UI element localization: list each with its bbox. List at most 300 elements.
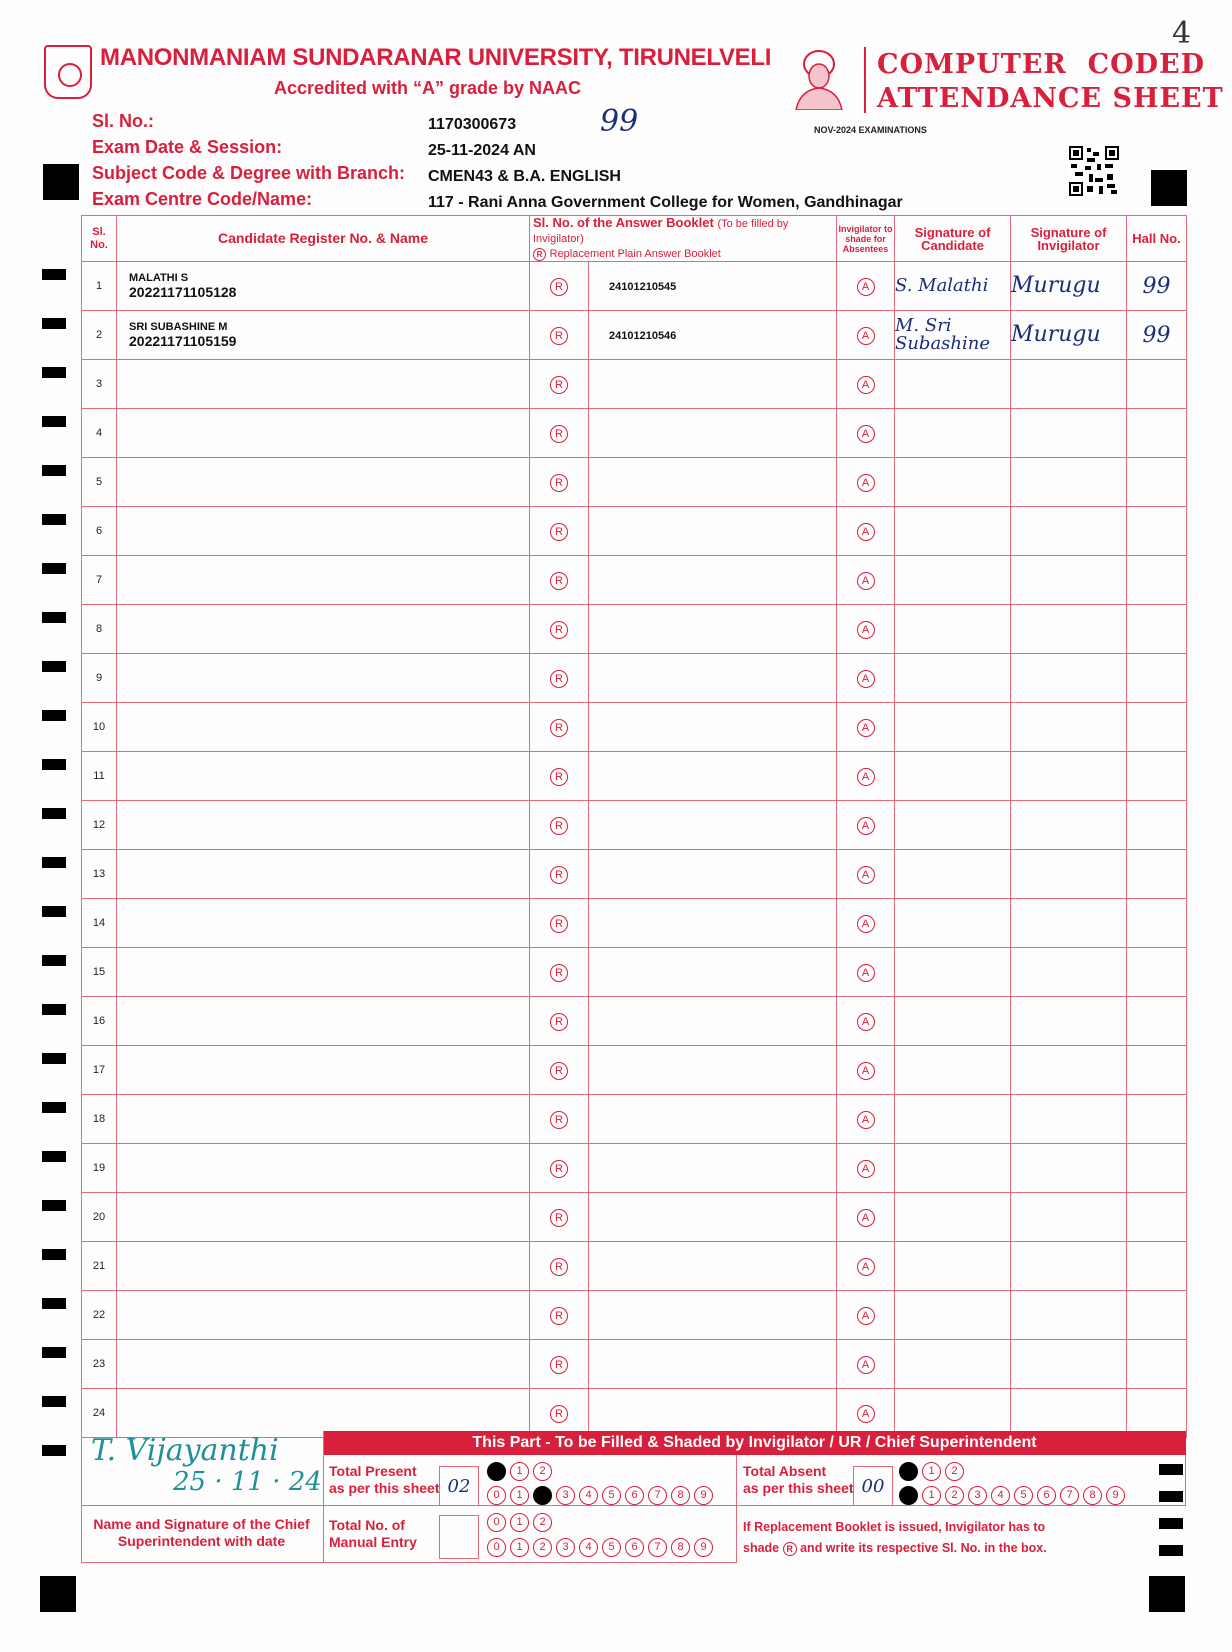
absentee-bubble-cell[interactable] — [837, 556, 895, 605]
booklet-cell[interactable] — [589, 1144, 837, 1193]
table-row — [82, 458, 1187, 507]
total-present-units-digit-bubble[interactable]: 9 — [694, 1486, 713, 1505]
manual-entry-box[interactable] — [439, 1515, 479, 1559]
candidate-cell — [117, 899, 530, 948]
absentee-bubble[interactable]: A — [857, 768, 875, 786]
timing-mark — [42, 269, 66, 280]
manual-entry-units-digit-bubble[interactable]: 2 — [533, 1538, 552, 1557]
replacement-bubble[interactable]: R — [550, 1013, 568, 1031]
absentee-bubble-cell[interactable] — [837, 850, 895, 899]
candidate-signature — [895, 948, 1011, 997]
booklet-cell[interactable] — [589, 556, 837, 605]
total-present-box[interactable]: 02 — [439, 1466, 479, 1506]
absentee-bubble[interactable]: A — [857, 523, 875, 541]
total-present-units-digit-bubble[interactable]: 0 — [487, 1486, 506, 1505]
candidate-signature — [895, 1046, 1011, 1095]
university-name: MANONMANIAM SUNDARANAR UNIVERSITY, TIRUNELVELI — [100, 44, 772, 71]
booklet-cell[interactable] — [589, 409, 837, 458]
booklet-cell[interactable] — [589, 360, 837, 409]
booklet-cell[interactable] — [589, 801, 837, 850]
replacement-bubble-cell[interactable] — [530, 899, 589, 948]
total-absent-box[interactable]: 00 — [853, 1466, 893, 1506]
replacement-bubble-cell[interactable] — [530, 948, 589, 997]
absentee-bubble-cell[interactable] — [837, 1095, 895, 1144]
absentee-bubble-cell[interactable] — [837, 262, 895, 311]
candidate-cell — [117, 311, 530, 360]
replacement-note-shade: shade — [743, 1541, 780, 1555]
candidate-name: MALATHI S — [129, 272, 189, 284]
replacement-bubble-cell[interactable] — [530, 654, 589, 703]
total-absent-units-digit-bubble[interactable]: 4 — [991, 1486, 1010, 1505]
sl-no-label: Sl. No.: — [92, 111, 154, 131]
timing-mark — [42, 710, 66, 721]
absentee-bubble[interactable]: A — [857, 1160, 875, 1178]
total-present-units-digit-bubble[interactable]: 4 — [579, 1486, 598, 1505]
header-r-bubble: R — [533, 248, 546, 261]
absentee-bubble-cell[interactable] — [837, 605, 895, 654]
table-row — [82, 997, 1187, 1046]
total-present-units-digit-bubble[interactable]: 7 — [648, 1486, 667, 1505]
manual-entry-units-digit-bubble[interactable]: 4 — [579, 1538, 598, 1557]
table-row — [82, 1095, 1187, 1144]
replacement-bubble[interactable]: R — [550, 1111, 568, 1129]
hall-number — [1127, 1046, 1187, 1095]
absentee-bubble-cell[interactable] — [837, 458, 895, 507]
total-present-units-digit-bubble[interactable]: 5 — [602, 1486, 621, 1505]
absentee-bubble-cell[interactable] — [837, 409, 895, 458]
exam-date-value: 25-11-2024 AN — [428, 142, 536, 159]
total-absent-label-line2: as per this sheet — [743, 1480, 854, 1496]
timing-mark — [42, 465, 66, 476]
candidate-cell — [117, 1291, 530, 1340]
booklet-cell[interactable] — [589, 605, 837, 654]
candidate-signature — [895, 899, 1011, 948]
total-absent-tens-digit-bubble[interactable]: 0 — [899, 1462, 918, 1481]
absentee-bubble[interactable]: A — [857, 376, 875, 394]
absentee-bubble-cell[interactable] — [837, 1193, 895, 1242]
total-present-label-line1: Total Present — [329, 1463, 417, 1479]
timing-mark — [42, 1347, 66, 1358]
hall-number — [1127, 850, 1187, 899]
invigilator-signature — [1011, 1046, 1127, 1095]
replacement-bubble-cell[interactable] — [530, 409, 589, 458]
candidate-name: SRI SUBASHINE M — [129, 321, 228, 333]
total-absent-tens-digit-bubble[interactable]: 1 — [922, 1462, 941, 1481]
absentee-bubble-cell[interactable] — [837, 948, 895, 997]
booklet-cell[interactable] — [589, 654, 837, 703]
total-present-units-digit-bubble[interactable]: 1 — [510, 1486, 529, 1505]
hall-number: 99 — [1127, 262, 1187, 311]
total-absent-units-digit-bubble[interactable]: 3 — [968, 1486, 987, 1505]
absentee-bubble-cell[interactable] — [837, 311, 895, 360]
replacement-bubble[interactable]: R — [550, 474, 568, 492]
total-present-units-digit-bubble[interactable]: 3 — [556, 1486, 575, 1505]
absentee-bubble-cell[interactable] — [837, 899, 895, 948]
hall-number — [1127, 556, 1187, 605]
absentee-bubble[interactable]: A — [857, 817, 875, 835]
total-present-tens-digit-bubble[interactable]: 1 — [510, 1462, 529, 1481]
row-sl-no: 3 — [82, 360, 117, 409]
booklet-number: 24101210546 — [609, 330, 677, 342]
hall-number — [1127, 752, 1187, 801]
absentee-bubble[interactable]: A — [857, 474, 875, 492]
replacement-bubble[interactable]: R — [550, 817, 568, 835]
hall-number — [1127, 605, 1187, 654]
absentee-bubble[interactable]: A — [857, 670, 875, 688]
header-invigilator-shade: Invigilator to shade for Absentees — [837, 216, 895, 262]
total-absent-units-digit-bubble[interactable]: 1 — [922, 1486, 941, 1505]
row-sl-no: 7 — [82, 556, 117, 605]
absentee-bubble-cell[interactable] — [837, 752, 895, 801]
table-row — [82, 556, 1187, 605]
row-sl-no: 12 — [82, 801, 117, 850]
manual-entry-units-bubbles — [487, 1538, 713, 1557]
booklet-cell[interactable] — [589, 752, 837, 801]
exam-date-label: Exam Date & Session: — [92, 137, 283, 157]
manual-entry-label — [329, 1517, 417, 1551]
absentee-bubble[interactable]: A — [857, 915, 875, 933]
timing-mark — [42, 1004, 66, 1015]
booklet-cell[interactable] — [589, 458, 837, 507]
row-sl-no: 18 — [82, 1095, 117, 1144]
invigilator-signature — [1011, 360, 1127, 409]
replacement-bubble[interactable]: R — [550, 1307, 568, 1325]
header-sig-candidate: Signature of Candidate — [895, 216, 1011, 262]
manual-entry-units-digit-bubble[interactable]: 5 — [602, 1538, 621, 1557]
replacement-bubble[interactable]: R — [550, 425, 568, 443]
replacement-bubble-cell[interactable] — [530, 556, 589, 605]
row-sl-no: 8 — [82, 605, 117, 654]
candidate-signature — [895, 1144, 1011, 1193]
booklet-cell[interactable] — [589, 899, 837, 948]
replacement-bubble-cell[interactable] — [530, 1046, 589, 1095]
candidate-cell — [117, 801, 530, 850]
manual-entry-units-digit-bubble[interactable]: 6 — [625, 1538, 644, 1557]
total-absent-units-digit-bubble[interactable]: 5 — [1014, 1486, 1033, 1505]
sl-no-value: 1170300673 — [428, 116, 517, 133]
replacement-bubble[interactable]: R — [550, 915, 568, 933]
candidate-signature — [895, 556, 1011, 605]
chief-superintendent-label: Name and Signature of the Chief Superintendent with date — [93, 1516, 310, 1549]
replacement-bubble[interactable]: R — [550, 1258, 568, 1276]
exam-centre-value: 117 - Rani Anna Government College for Women, Gandhinagar — [428, 194, 903, 211]
table-row — [82, 801, 1187, 850]
timing-mark — [42, 514, 66, 525]
replacement-bubble-cell[interactable] — [530, 1242, 589, 1291]
absentee-bubble-cell[interactable] — [837, 997, 895, 1046]
total-present-tens-digit-bubble[interactable]: 0 — [487, 1462, 506, 1481]
total-present-label-line2: as per this sheet — [329, 1480, 440, 1496]
total-absent-units-digit-bubble[interactable]: 8 — [1083, 1486, 1102, 1505]
replacement-bubble-cell[interactable] — [530, 605, 589, 654]
replacement-bubble-cell[interactable] — [530, 997, 589, 1046]
sheet-title-line2: ATTENDANCE SHEET — [877, 83, 1224, 114]
total-present-tens-bubbles — [487, 1462, 552, 1481]
hall-number — [1127, 703, 1187, 752]
manual-entry-label-line1: Total No. of — [329, 1517, 405, 1533]
qr-code — [1069, 146, 1119, 196]
timing-mark — [42, 906, 66, 917]
handwritten-hall-number: 99 — [600, 104, 639, 139]
examinations-label: NOV-2024 EXAMINATIONS — [814, 125, 927, 135]
absentee-bubble[interactable]: A — [857, 1405, 875, 1423]
candidate-signature — [895, 409, 1011, 458]
replacement-bubble[interactable]: R — [550, 866, 568, 884]
replacement-bubble[interactable]: R — [550, 719, 568, 737]
replacement-bubble[interactable]: R — [550, 327, 568, 345]
row-sl-no: 14 — [82, 899, 117, 948]
booklet-cell[interactable] — [589, 850, 837, 899]
replacement-bubble-cell[interactable] — [530, 458, 589, 507]
absentee-bubble-cell[interactable] — [837, 703, 895, 752]
timing-mark — [42, 1102, 66, 1113]
replacement-bubble[interactable]: R — [550, 1209, 568, 1227]
absentee-bubble[interactable]: A — [857, 1307, 875, 1325]
absentee-bubble-cell[interactable] — [837, 507, 895, 556]
table-row — [82, 262, 1187, 311]
timing-mark — [42, 1298, 66, 1309]
absentee-bubble[interactable]: A — [857, 866, 875, 884]
hall-number — [1127, 507, 1187, 556]
total-present-units-digit-bubble[interactable]: 2 — [533, 1486, 552, 1505]
timing-mark — [42, 955, 66, 966]
row-sl-no: 1 — [82, 262, 117, 311]
table-row — [82, 360, 1187, 409]
candidate-signature — [895, 1291, 1011, 1340]
total-absent-label-line1: Total Absent — [743, 1463, 827, 1479]
replacement-bubble-cell[interactable] — [530, 311, 589, 360]
hall-number — [1127, 1193, 1187, 1242]
sheet-title — [877, 48, 1224, 116]
total-absent-tens-digit-bubble[interactable]: 2 — [945, 1462, 964, 1481]
booklet-cell[interactable] — [589, 1046, 837, 1095]
absentee-bubble[interactable]: A — [857, 1209, 875, 1227]
replacement-bubble-cell[interactable] — [530, 801, 589, 850]
booklet-cell[interactable] — [589, 507, 837, 556]
invigilator-signature — [1011, 1291, 1127, 1340]
total-present-units-digit-bubble[interactable]: 6 — [625, 1486, 644, 1505]
replacement-bubble-cell[interactable] — [530, 262, 589, 311]
header-hall-no: Hall No. — [1127, 216, 1187, 262]
total-present-label — [329, 1463, 440, 1497]
subject-label: Subject Code & Degree with Branch: — [92, 163, 406, 183]
absentee-bubble[interactable]: A — [857, 278, 875, 296]
hall-number: 99 — [1127, 311, 1187, 360]
corner-page-number: 4 — [1172, 16, 1192, 51]
total-absent-tens-bubbles — [899, 1462, 964, 1481]
replacement-bubble[interactable]: R — [550, 1356, 568, 1374]
sheet-title-line1: COMPUTER CODED — [877, 49, 1206, 80]
absentee-bubble[interactable]: A — [857, 719, 875, 737]
candidate-cell — [117, 1046, 530, 1095]
registration-mark — [43, 164, 79, 200]
founder-portrait — [790, 46, 848, 110]
hall-number — [1127, 801, 1187, 850]
exam-centre-label: Exam Centre Code/Name: — [92, 189, 313, 209]
replacement-bubble[interactable]: R — [550, 1405, 568, 1423]
absentee-bubble-cell[interactable] — [837, 654, 895, 703]
replacement-bubble[interactable]: R — [550, 572, 568, 590]
table-row — [82, 703, 1187, 752]
booklet-cell[interactable] — [589, 311, 837, 360]
replacement-bubble[interactable]: R — [550, 768, 568, 786]
header-booklet-sub: Replacement Plain Answer Booklet — [549, 248, 721, 260]
replacement-bubble[interactable]: R — [550, 376, 568, 394]
replacement-bubble-cell[interactable] — [530, 1340, 589, 1389]
table-row — [82, 752, 1187, 801]
absentee-bubble-cell[interactable] — [837, 1291, 895, 1340]
row-sl-no: 21 — [82, 1242, 117, 1291]
absentee-bubble-cell[interactable] — [837, 1340, 895, 1389]
hall-number — [1127, 899, 1187, 948]
replacement-bubble-cell[interactable] — [530, 703, 589, 752]
invigilator-signature — [1011, 703, 1127, 752]
absentee-bubble-cell[interactable] — [837, 1046, 895, 1095]
replacement-bubble[interactable]: R — [550, 278, 568, 296]
absentee-bubble[interactable]: A — [857, 1111, 875, 1129]
manual-entry-units-digit-bubble[interactable]: 8 — [671, 1538, 690, 1557]
booklet-cell[interactable] — [589, 703, 837, 752]
absentee-bubble[interactable]: A — [857, 1356, 875, 1374]
replacement-bubble[interactable]: R — [550, 1062, 568, 1080]
absentee-bubble[interactable]: A — [857, 1013, 875, 1031]
manual-entry-tens-digit-bubble[interactable]: 0 — [487, 1513, 506, 1532]
manual-entry-units-digit-bubble[interactable]: 3 — [556, 1538, 575, 1557]
booklet-number: 24101210545 — [609, 281, 677, 293]
replacement-bubble-cell[interactable] — [530, 360, 589, 409]
candidate-cell — [117, 458, 530, 507]
timing-mark — [42, 1200, 66, 1211]
table-row — [82, 948, 1187, 997]
replacement-bubble[interactable]: R — [550, 523, 568, 541]
candidate-cell — [117, 1340, 530, 1389]
total-absent-label — [743, 1463, 854, 1497]
absentee-bubble[interactable]: A — [857, 1258, 875, 1276]
table-row — [82, 654, 1187, 703]
row-sl-no: 24 — [82, 1389, 117, 1438]
absentee-bubble-cell[interactable] — [837, 1144, 895, 1193]
candidate-signature — [895, 703, 1011, 752]
manual-entry-tens-digit-bubble[interactable]: 1 — [510, 1513, 529, 1532]
footer-banner: This Part - To be Filled & Shaded by Invigilator / UR / Chief Superintendent — [323, 1431, 1186, 1455]
booklet-cell[interactable] — [589, 997, 837, 1046]
candidate-cell — [117, 1095, 530, 1144]
candidate-signature — [895, 605, 1011, 654]
manual-entry-units-digit-bubble[interactable]: 9 — [694, 1538, 713, 1557]
replacement-note-line2 — [743, 1538, 1047, 1559]
replacement-bubble-cell[interactable] — [530, 1291, 589, 1340]
total-absent-units-digit-bubble[interactable]: 9 — [1106, 1486, 1125, 1505]
invigilator-signature — [1011, 409, 1127, 458]
replacement-bubble-cell[interactable] — [530, 850, 589, 899]
absentee-bubble-cell[interactable] — [837, 360, 895, 409]
hall-number — [1127, 360, 1187, 409]
candidate-signature — [895, 1242, 1011, 1291]
booklet-cell[interactable] — [589, 1242, 837, 1291]
absentee-bubble-cell[interactable] — [837, 1242, 895, 1291]
total-absent-units-digit-bubble[interactable]: 7 — [1060, 1486, 1079, 1505]
replacement-bubble[interactable]: R — [550, 964, 568, 982]
booklet-cell[interactable] — [589, 1291, 837, 1340]
subject-value: CMEN43 & B.A. ENGLISH — [428, 168, 621, 185]
manual-entry-units-digit-bubble[interactable]: 1 — [510, 1538, 529, 1557]
booklet-cell[interactable] — [589, 262, 837, 311]
table-row — [82, 605, 1187, 654]
timing-mark — [42, 808, 66, 819]
hall-number — [1127, 458, 1187, 507]
booklet-cell[interactable] — [589, 1193, 837, 1242]
total-present-tens-digit-bubble[interactable]: 2 — [533, 1462, 552, 1481]
absentee-bubble[interactable]: A — [857, 572, 875, 590]
table-row — [82, 1193, 1187, 1242]
manual-entry-units-digit-bubble[interactable]: 0 — [487, 1538, 506, 1557]
timing-mark — [42, 1445, 66, 1456]
candidate-cell — [117, 752, 530, 801]
booklet-cell[interactable] — [589, 948, 837, 997]
total-present-units-digit-bubble[interactable]: 8 — [671, 1486, 690, 1505]
candidate-cell — [117, 1144, 530, 1193]
invigilator-signature — [1011, 1242, 1127, 1291]
timing-mark — [42, 612, 66, 623]
replacement-bubble-cell[interactable] — [530, 1095, 589, 1144]
row-sl-no: 17 — [82, 1046, 117, 1095]
hall-number — [1127, 1095, 1187, 1144]
replacement-bubble[interactable]: R — [550, 1160, 568, 1178]
row-sl-no: 5 — [82, 458, 117, 507]
candidate-signature — [895, 850, 1011, 899]
replacement-bubble[interactable]: R — [550, 670, 568, 688]
replacement-bubble-cell[interactable] — [530, 752, 589, 801]
manual-entry-units-digit-bubble[interactable]: 7 — [648, 1538, 667, 1557]
hall-number — [1127, 997, 1187, 1046]
table-row — [82, 899, 1187, 948]
invigilator-signature — [1011, 752, 1127, 801]
timing-mark — [42, 416, 66, 427]
candidate-cell — [117, 948, 530, 997]
replacement-r-bubble: R — [783, 1542, 797, 1556]
timing-mark — [42, 1396, 66, 1407]
absentee-bubble[interactable]: A — [857, 1062, 875, 1080]
absentee-bubble[interactable]: A — [857, 425, 875, 443]
row-sl-no: 22 — [82, 1291, 117, 1340]
registration-mark — [1149, 1576, 1185, 1612]
candidate-signature — [895, 360, 1011, 409]
replacement-bubble-cell[interactable] — [530, 507, 589, 556]
replacement-bubble-cell[interactable] — [530, 1144, 589, 1193]
candidate-signature — [895, 458, 1011, 507]
manual-entry-tens-digit-bubble[interactable]: 2 — [533, 1513, 552, 1532]
replacement-bubble[interactable]: R — [550, 621, 568, 639]
replacement-bubble-cell[interactable] — [530, 1193, 589, 1242]
booklet-cell[interactable] — [589, 1095, 837, 1144]
candidate-cell — [117, 409, 530, 458]
absentee-bubble[interactable]: A — [857, 621, 875, 639]
absentee-bubble[interactable]: A — [857, 964, 875, 982]
manual-entry-tens-bubbles — [487, 1513, 552, 1532]
total-absent-units-digit-bubble[interactable]: 6 — [1037, 1486, 1056, 1505]
candidate-signature: S. Malathi — [895, 262, 1011, 311]
invigilator-signature: Murugu — [1011, 311, 1127, 360]
invigilator-signature — [1011, 654, 1127, 703]
header-booklet-main: Sl. No. of the Answer Booklet — [533, 215, 714, 230]
booklet-cell[interactable] — [589, 1340, 837, 1389]
candidate-cell — [117, 556, 530, 605]
total-absent-units-digit-bubble[interactable]: 0 — [899, 1486, 918, 1505]
invigilator-signature — [1011, 605, 1127, 654]
absentee-bubble[interactable]: A — [857, 327, 875, 345]
absentee-bubble-cell[interactable] — [837, 801, 895, 850]
total-absent-units-digit-bubble[interactable]: 2 — [945, 1486, 964, 1505]
